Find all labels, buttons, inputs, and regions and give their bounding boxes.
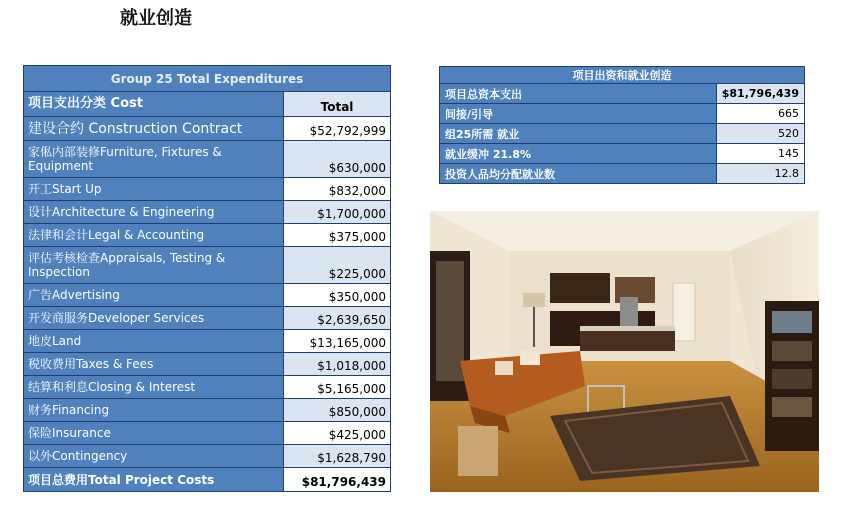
row-value: $832,000: [284, 178, 391, 201]
row-label: 设计Architecture & Engineering: [24, 201, 284, 224]
table-row: [440, 84, 805, 104]
expenditures-table: [23, 65, 391, 492]
row-label: 税收费用Taxes & Fees: [24, 353, 284, 376]
row-label: 广告Advertising: [24, 284, 284, 307]
row-label: 地皮Land: [24, 330, 284, 353]
total-row: [24, 468, 391, 492]
table-row: [24, 284, 391, 307]
row-label: 开工Start Up: [24, 178, 284, 201]
table-row: [440, 124, 805, 144]
table-row: [24, 307, 391, 330]
table-row: [24, 422, 391, 445]
row-label: 建设合约 Construction Contract: [24, 117, 284, 141]
row-label: 投资人品均分配就业数: [440, 164, 717, 184]
jobs-caption: 项目出资和就业创造: [440, 67, 805, 84]
row-label: 组25所需 就业: [440, 124, 717, 144]
row-label: 评估考核检查Appraisals, Testing & Inspection: [24, 247, 284, 284]
row-value: $81,796,439: [716, 84, 804, 104]
table-row: [440, 164, 805, 184]
table-row: [24, 201, 391, 224]
table-row: [24, 224, 391, 247]
column-header-item: 项目支出分类 Cost: [24, 92, 284, 117]
jobs-table: [439, 66, 805, 184]
table-row: [24, 376, 391, 399]
table-row: [24, 178, 391, 201]
table-row: [24, 247, 391, 284]
row-value: $375,000: [284, 224, 391, 247]
column-header-total: Total: [284, 92, 391, 117]
row-label: 间接/引导: [440, 104, 717, 124]
row-label: 法律和会计Legal & Accounting: [24, 224, 284, 247]
apartment-interior-photo: [430, 211, 819, 492]
row-value: $52,792,999: [284, 117, 391, 141]
row-label: 保险Insurance: [24, 422, 284, 445]
table-row: [24, 330, 391, 353]
row-label: 以外Contingency: [24, 445, 284, 468]
row-value: 12.8: [716, 164, 804, 184]
row-value: 145: [716, 144, 804, 164]
row-value: $630,000: [284, 141, 391, 178]
expenditures-caption: Group 25 Total Expenditures: [24, 66, 391, 92]
row-value: $225,000: [284, 247, 391, 284]
row-label: 就业缓冲 21.8%: [440, 144, 717, 164]
page-title: 就业创造: [120, 8, 192, 29]
table-row: [440, 104, 805, 124]
row-value: $1,628,790: [284, 445, 391, 468]
table-row: [24, 117, 391, 141]
row-value: $350,000: [284, 284, 391, 307]
total-label: 项目总费用Total Project Costs: [24, 468, 284, 492]
table-row: [24, 353, 391, 376]
row-value: 520: [716, 124, 804, 144]
row-value: $1,018,000: [284, 353, 391, 376]
row-label: 家俬内部装修Furniture, Fixtures & Equipment: [24, 141, 284, 178]
table-row: [24, 399, 391, 422]
row-label: 项目总资本支出: [440, 84, 717, 104]
row-value: $1,700,000: [284, 201, 391, 224]
table-row: [24, 445, 391, 468]
row-label: 结算和利息Closing & Interest: [24, 376, 284, 399]
row-value: $5,165,000: [284, 376, 391, 399]
row-value: $2,639,650: [284, 307, 391, 330]
table-row: [440, 144, 805, 164]
row-value: 665: [716, 104, 804, 124]
table-row: [24, 141, 391, 178]
row-value: $850,000: [284, 399, 391, 422]
total-value: $81,796,439: [284, 468, 391, 492]
row-value: $13,165,000: [284, 330, 391, 353]
row-label: 开发商服务Developer Services: [24, 307, 284, 330]
row-label: 财务Financing: [24, 399, 284, 422]
row-value: $425,000: [284, 422, 391, 445]
